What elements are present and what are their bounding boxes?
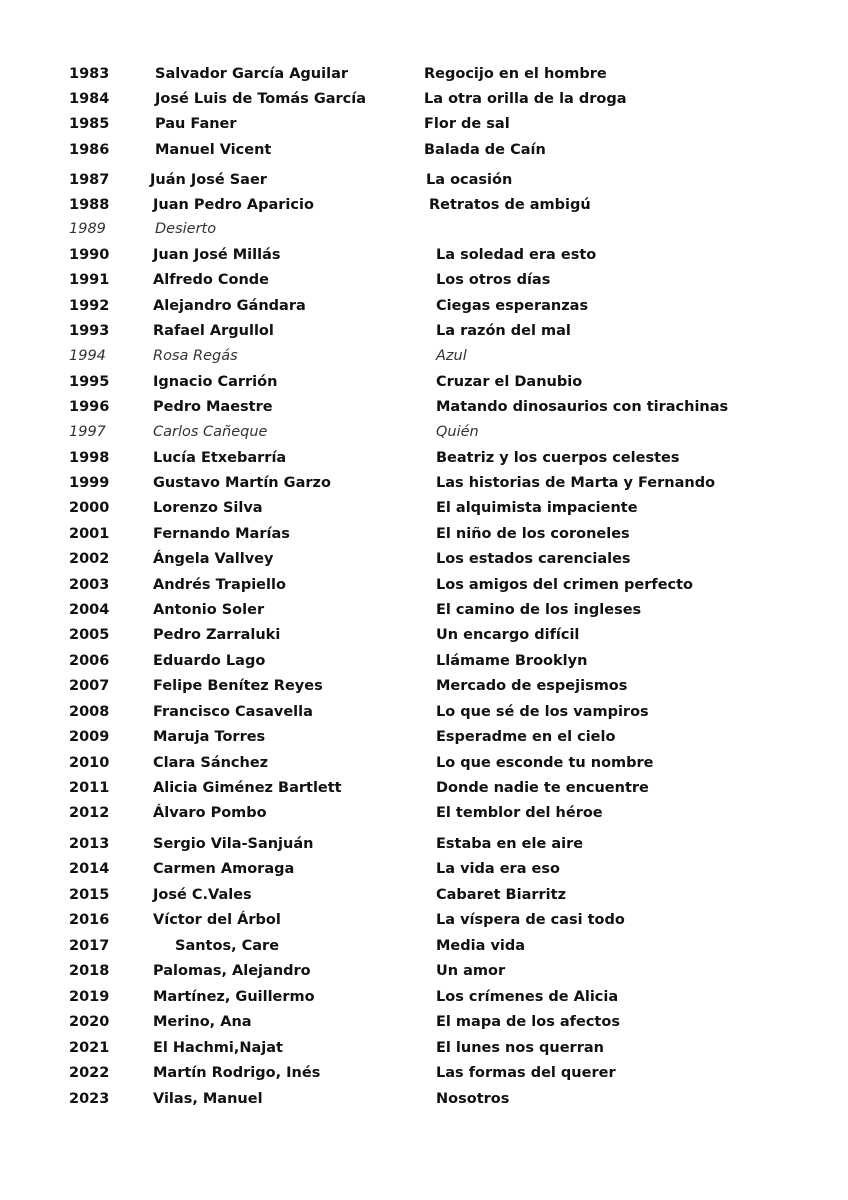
title-cell: La ocasión (426, 172, 513, 188)
title-cell: Ciegas esperanzas (436, 298, 589, 314)
title-cell: Lo que sé de los vampiros (436, 704, 649, 720)
year-cell: 1984 (69, 91, 110, 107)
title-cell: Las formas del querer (436, 1065, 616, 1081)
year-cell: 2020 (69, 1014, 110, 1030)
author-cell: Clara Sánchez (153, 755, 269, 771)
author-cell: José Luis de Tomás García (155, 91, 367, 107)
title-cell: Quién (436, 424, 479, 440)
year-cell: 2017 (69, 938, 110, 954)
table-row (0, 62, 848, 86)
table-row (0, 138, 848, 162)
table-row (0, 832, 848, 856)
year-cell: 2007 (69, 678, 110, 694)
year-cell: 2023 (69, 1091, 110, 1107)
author-cell: Álvaro Pombo (153, 805, 267, 821)
author-cell: Manuel Vicent (155, 142, 272, 158)
year-cell: 2018 (69, 963, 110, 979)
author-cell: El Hachmi,Najat (153, 1040, 283, 1056)
year-cell: 1986 (69, 142, 110, 158)
table-row (0, 573, 848, 597)
table-row (0, 598, 848, 622)
table-row (0, 395, 848, 419)
year-cell: 2012 (69, 805, 110, 821)
author-cell: Vilas, Manuel (153, 1091, 263, 1107)
title-cell: Llámame Brooklyn (436, 653, 588, 669)
table-row (0, 193, 848, 217)
table-row (0, 700, 848, 724)
title-cell: El mapa de los afectos (436, 1014, 620, 1030)
year-cell: 1983 (69, 66, 110, 82)
author-cell: Juán José Saer (150, 172, 267, 188)
title-cell: Donde nadie te encuentre (436, 780, 649, 796)
table-row (0, 87, 848, 111)
year-cell: 1993 (69, 323, 110, 339)
author-cell: Carlos Cañeque (153, 424, 268, 440)
year-cell: 1988 (69, 197, 110, 213)
table-row (0, 857, 848, 881)
title-cell: La vida era eso (436, 861, 560, 877)
table-row (0, 751, 848, 775)
year-cell: 2021 (69, 1040, 110, 1056)
year-cell: 2011 (69, 780, 110, 796)
year-cell: 1989 (69, 221, 106, 237)
table-row (0, 883, 848, 907)
author-cell: Rafael Argullol (153, 323, 274, 339)
title-cell: La víspera de casi todo (436, 912, 625, 928)
year-cell: 2006 (69, 653, 110, 669)
author-cell: Ignacio Carrión (153, 374, 278, 390)
year-cell: 1992 (69, 298, 110, 314)
year-cell: 2003 (69, 577, 110, 593)
title-cell: Un amor (436, 963, 506, 979)
author-cell: Desierto (155, 221, 217, 237)
year-cell: 2010 (69, 755, 110, 771)
table-row (0, 1010, 848, 1034)
table-row (0, 547, 848, 571)
table-row (0, 959, 848, 983)
title-cell: Media vida (436, 938, 526, 954)
author-cell: Lorenzo Silva (153, 500, 263, 516)
author-cell: Ángela Vallvey (153, 551, 274, 567)
author-cell: Maruja Torres (153, 729, 266, 745)
author-cell: Alfredo Conde (153, 272, 270, 288)
table-row (0, 649, 848, 673)
year-cell: 1985 (69, 116, 110, 132)
table-row (0, 294, 848, 318)
author-cell: Carmen Amoraga (153, 861, 295, 877)
title-cell: Esperadme en el cielo (436, 729, 616, 745)
author-cell: Martín Rodrigo, Inés (153, 1065, 321, 1081)
author-cell: Santos, Care (175, 938, 280, 954)
table-row (0, 1061, 848, 1085)
author-cell: Lucía Etxebarría (153, 450, 287, 466)
table-row (0, 446, 848, 470)
author-cell: Andrés Trapiello (153, 577, 286, 593)
title-cell: Los otros días (436, 272, 551, 288)
title-cell: El alquimista impaciente (436, 500, 638, 516)
author-cell: Palomas, Alejandro (153, 963, 311, 979)
title-cell: Regocijo en el hombre (424, 66, 607, 82)
table-row (0, 112, 848, 136)
title-cell: Los crímenes de Alicia (436, 989, 619, 1005)
title-cell: Un encargo difícil (436, 627, 580, 643)
title-cell: Retratos de ambigú (429, 197, 591, 213)
table-row (0, 217, 848, 241)
author-cell: Alicia Giménez Bartlett (153, 780, 342, 796)
table-row (0, 168, 848, 192)
year-cell: 2014 (69, 861, 110, 877)
title-cell: La otra orilla de la droga (424, 91, 627, 107)
title-cell: Flor de sal (424, 116, 510, 132)
table-row (0, 776, 848, 800)
author-cell: Pedro Zarraluki (153, 627, 281, 643)
author-cell: Merino, Ana (153, 1014, 252, 1030)
title-cell: Azul (436, 348, 467, 364)
table-row (0, 496, 848, 520)
title-cell: Los estados carenciales (436, 551, 631, 567)
title-cell: La razón del mal (436, 323, 571, 339)
title-cell: El temblor del héroe (436, 805, 603, 821)
author-cell: Fernando Marías (153, 526, 290, 542)
table-row (0, 370, 848, 394)
author-cell: Gustavo Martín Garzo (153, 475, 331, 491)
year-cell: 1997 (69, 424, 106, 440)
table-row (0, 1036, 848, 1060)
table-row (0, 522, 848, 546)
year-cell: 2015 (69, 887, 110, 903)
year-cell: 1999 (69, 475, 110, 491)
table-row (0, 268, 848, 292)
title-cell: Beatriz y los cuerpos celestes (436, 450, 680, 466)
author-cell: Martínez, Guillermo (153, 989, 315, 1005)
title-cell: Cruzar el Danubio (436, 374, 583, 390)
year-cell: 1994 (69, 348, 106, 364)
year-cell: 1991 (69, 272, 110, 288)
title-cell: El niño de los coroneles (436, 526, 630, 542)
author-cell: Juan Pedro Aparicio (153, 197, 314, 213)
author-cell: Sergio Vila-Sanjuán (153, 836, 314, 852)
table-row (0, 801, 848, 825)
title-cell: Cabaret Biarritz (436, 887, 567, 903)
author-cell: Pau Faner (155, 116, 237, 132)
table-row (0, 344, 848, 368)
year-cell: 1996 (69, 399, 110, 415)
year-cell: 1987 (69, 172, 110, 188)
author-cell: Rosa Regás (153, 348, 238, 364)
author-cell: Alejandro Gándara (153, 298, 306, 314)
title-cell: Las historias de Marta y Fernando (436, 475, 716, 491)
table-row (0, 243, 848, 267)
table-row (0, 1087, 848, 1111)
year-cell: 2000 (69, 500, 110, 516)
title-cell: El camino de los ingleses (436, 602, 642, 618)
year-cell: 2019 (69, 989, 110, 1005)
year-cell: 2022 (69, 1065, 110, 1081)
author-cell: Francisco Casavella (153, 704, 313, 720)
year-cell: 1998 (69, 450, 110, 466)
title-cell: Estaba en ele aire (436, 836, 584, 852)
table-row (0, 725, 848, 749)
year-cell: 2005 (69, 627, 110, 643)
table-row (0, 934, 848, 958)
author-cell: José C.Vales (153, 887, 252, 903)
year-cell: 2001 (69, 526, 110, 542)
year-cell: 2008 (69, 704, 110, 720)
title-cell: Matando dinosaurios con tirachinas (436, 399, 729, 415)
title-cell: Nosotros (436, 1091, 510, 1107)
table-row (0, 471, 848, 495)
author-cell: Pedro Maestre (153, 399, 273, 415)
year-cell: 1990 (69, 247, 110, 263)
year-cell: 1995 (69, 374, 110, 390)
year-cell: 2004 (69, 602, 110, 618)
year-cell: 2009 (69, 729, 110, 745)
year-cell: 2002 (69, 551, 110, 567)
year-cell: 2013 (69, 836, 110, 852)
table-row (0, 674, 848, 698)
table-row (0, 985, 848, 1009)
table-row (0, 319, 848, 343)
author-cell: Salvador García Aguilar (155, 66, 349, 82)
table-row (0, 420, 848, 444)
author-cell: Felipe Benítez Reyes (153, 678, 323, 694)
table-row (0, 623, 848, 647)
title-cell: La soledad era esto (436, 247, 597, 263)
title-cell: Mercado de espejismos (436, 678, 628, 694)
author-cell: Juan José Millás (153, 247, 281, 263)
title-cell: Balada de Caín (424, 142, 546, 158)
title-cell: Lo que esconde tu nombre (436, 755, 654, 771)
author-cell: Antonio Soler (153, 602, 265, 618)
title-cell: Los amigos del crimen perfecto (436, 577, 694, 593)
year-cell: 2016 (69, 912, 110, 928)
table-row (0, 908, 848, 932)
author-cell: Eduardo Lago (153, 653, 266, 669)
title-cell: El lunes nos querran (436, 1040, 604, 1056)
author-cell: Víctor del Árbol (153, 912, 281, 928)
